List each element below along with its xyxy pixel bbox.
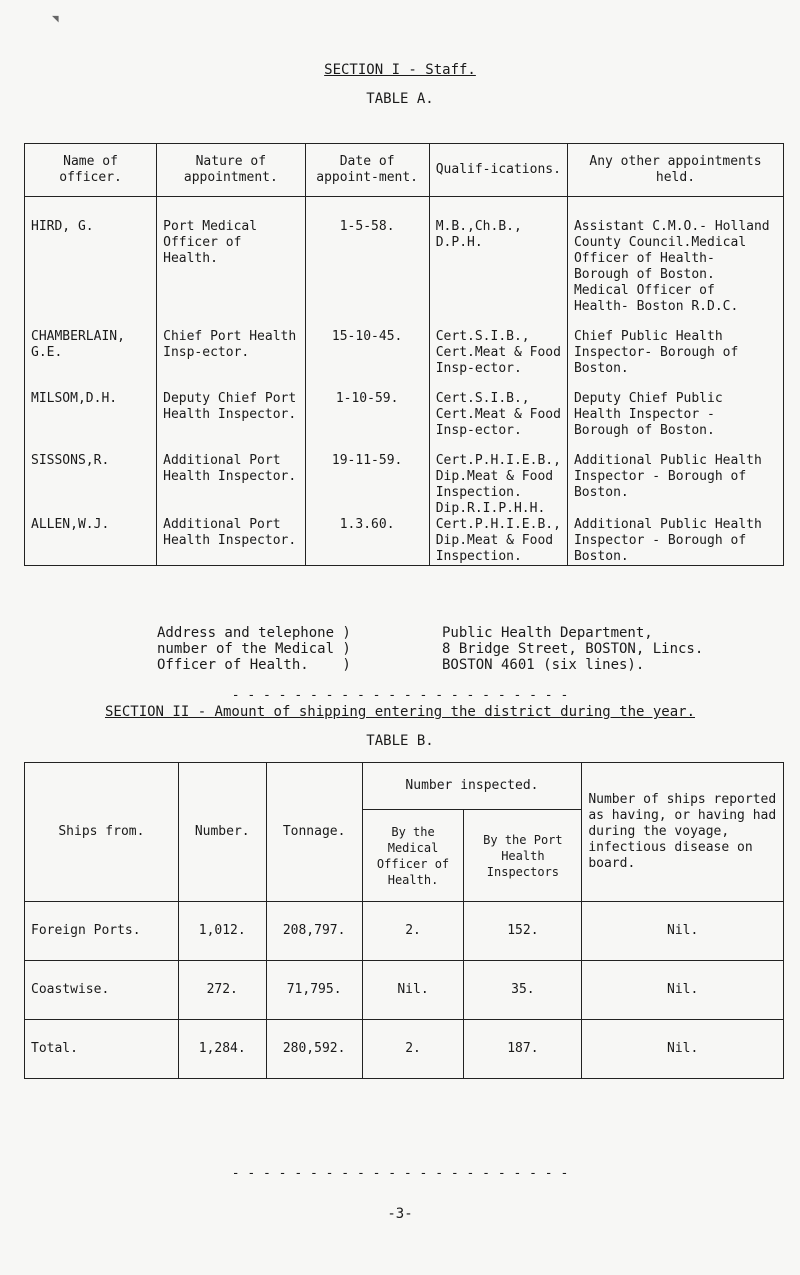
table-row <box>25 329 784 391</box>
infectious-reported: Nil. <box>582 902 784 961</box>
table-row <box>25 902 784 961</box>
table-row <box>25 453 784 517</box>
ships-from: Total. <box>25 1020 179 1079</box>
ships-tonnage: 71,795. <box>266 961 362 1020</box>
table-row <box>25 961 784 1020</box>
inspected-by-moh: 2. <box>362 902 464 961</box>
ships-tonnage: 208,797. <box>266 902 362 961</box>
appointment-date: 1-5-58. <box>305 197 429 330</box>
col-header-number: Number. <box>178 763 266 902</box>
qualifications: Cert.S.I.B., Cert.Meat & Food Insp-ector. <box>429 329 567 391</box>
col-header-tonnage: Tonnage. <box>266 763 362 902</box>
ships-number: 1,012. <box>178 902 266 961</box>
officer-name: ALLEN,W.J. <box>25 517 157 566</box>
inspected-by-moh: Nil. <box>362 961 464 1020</box>
appointment-nature: Additional Port Health Inspector. <box>157 453 305 517</box>
col-header-by-phi: By the Port Health Inspectors <box>464 810 582 902</box>
other-appointments: Additional Public Health Inspector - Borough of Boston. <box>567 453 783 517</box>
appointment-date: 15-10-45. <box>305 329 429 391</box>
officer-name: CHAMBERLAIN, G.E. <box>25 329 157 391</box>
staff-table-header <box>25 144 784 197</box>
ships-number: 1,284. <box>178 1020 266 1079</box>
ships-from: Foreign Ports. <box>25 902 179 961</box>
appointment-date: 19-11-59. <box>305 453 429 517</box>
divider-line: - - - - - - - - - - - - - - - - - - - - - - <box>231 1166 569 1181</box>
col-header-infectious-disease: Number of ships reported as having, or having had during the voyage, infectious disease on board. <box>582 763 784 902</box>
table-row <box>25 517 784 566</box>
col-header-name: Name of officer. <box>25 144 157 197</box>
appointment-nature: Port Medical Officer of Health. <box>157 197 305 330</box>
other-appointments: Deputy Chief Public Health Inspector - Borough of Boston. <box>567 391 783 453</box>
appointment-date: 1.3.60. <box>305 517 429 566</box>
infectious-reported: Nil. <box>582 1020 784 1079</box>
appointment-nature: Chief Port Health Insp-ector. <box>157 329 305 391</box>
col-header-other-appointments: Any other appointments held. <box>567 144 783 197</box>
col-header-by-moh: By the Medical Officer of Health. <box>362 810 464 902</box>
other-appointments: Additional Public Health Inspector - Borough of Boston. <box>567 517 783 566</box>
other-appointments: Chief Public Health Inspector- Borough of Boston. <box>567 329 783 391</box>
shipping-table-header <box>25 763 784 810</box>
section2-title: SECTION II - Amount of shipping entering the district during the year. <box>104 704 695 720</box>
col-header-nature: Nature of appointment. <box>157 144 305 197</box>
appointment-nature: Deputy Chief Port Health Inspector. <box>157 391 305 453</box>
inspected-by-phi: 187. <box>464 1020 582 1079</box>
col-header-qualifications: Qualif-ications. <box>429 144 567 197</box>
address-label: Address and telephone ) number of the Medical ) Officer of Health. ) <box>157 625 351 673</box>
divider-line: - - - - - - - - - - - - - - - - - - - - - - <box>231 688 569 703</box>
officer-name: MILSOM,D.H. <box>25 391 157 453</box>
qualifications: Cert.S.I.B., Cert.Meat & Food Insp-ector. <box>429 391 567 453</box>
col-header-number-inspected: Number inspected. <box>362 763 582 810</box>
ships-from: Coastwise. <box>25 961 179 1020</box>
ships-tonnage: 280,592. <box>266 1020 362 1079</box>
qualifications: M.B.,Ch.B., D.P.H. <box>429 197 567 330</box>
table-row <box>25 391 784 453</box>
table-row <box>25 1020 784 1079</box>
staff-table <box>24 143 784 566</box>
col-header-ships-from: Ships from. <box>25 763 179 902</box>
shipping-table <box>24 762 784 1079</box>
officer-name: SISSONS,R. <box>25 453 157 517</box>
inspected-by-phi: 35. <box>464 961 582 1020</box>
appointment-date: 1-10-59. <box>305 391 429 453</box>
table-b-label: TABLE B. <box>366 733 434 749</box>
page-number: -3- <box>387 1206 413 1222</box>
table-row <box>25 197 784 330</box>
ships-number: 272. <box>178 961 266 1020</box>
inspected-by-moh: 2. <box>362 1020 464 1079</box>
appointment-nature: Additional Port Health Inspector. <box>157 517 305 566</box>
qualifications: Cert.P.H.I.E.B., Dip.Meat & Food Inspection. <box>429 517 567 566</box>
section1-title: SECTION I - Staff. <box>324 62 476 78</box>
ink-blot-mark: ◥ <box>52 12 59 25</box>
address-value: Public Health Department, 8 Bridge Street, BOSTON, Lincs. BOSTON 4601 (six lines). <box>442 625 704 673</box>
table-a-label: TABLE A. <box>366 91 434 107</box>
col-header-date: Date of appoint-ment. <box>305 144 429 197</box>
officer-name: HIRD, G. <box>25 197 157 330</box>
qualifications: Cert.P.H.I.E.B., Dip.Meat & Food Inspection. Dip.R.I.P.H.H. <box>429 453 567 517</box>
inspected-by-phi: 152. <box>464 902 582 961</box>
infectious-reported: Nil. <box>582 961 784 1020</box>
other-appointments: Assistant C.M.O.- Holland County Council.Medical Officer of Health- Borough of Boston. Medical Officer of Health- Boston R.D.C. <box>567 197 783 330</box>
